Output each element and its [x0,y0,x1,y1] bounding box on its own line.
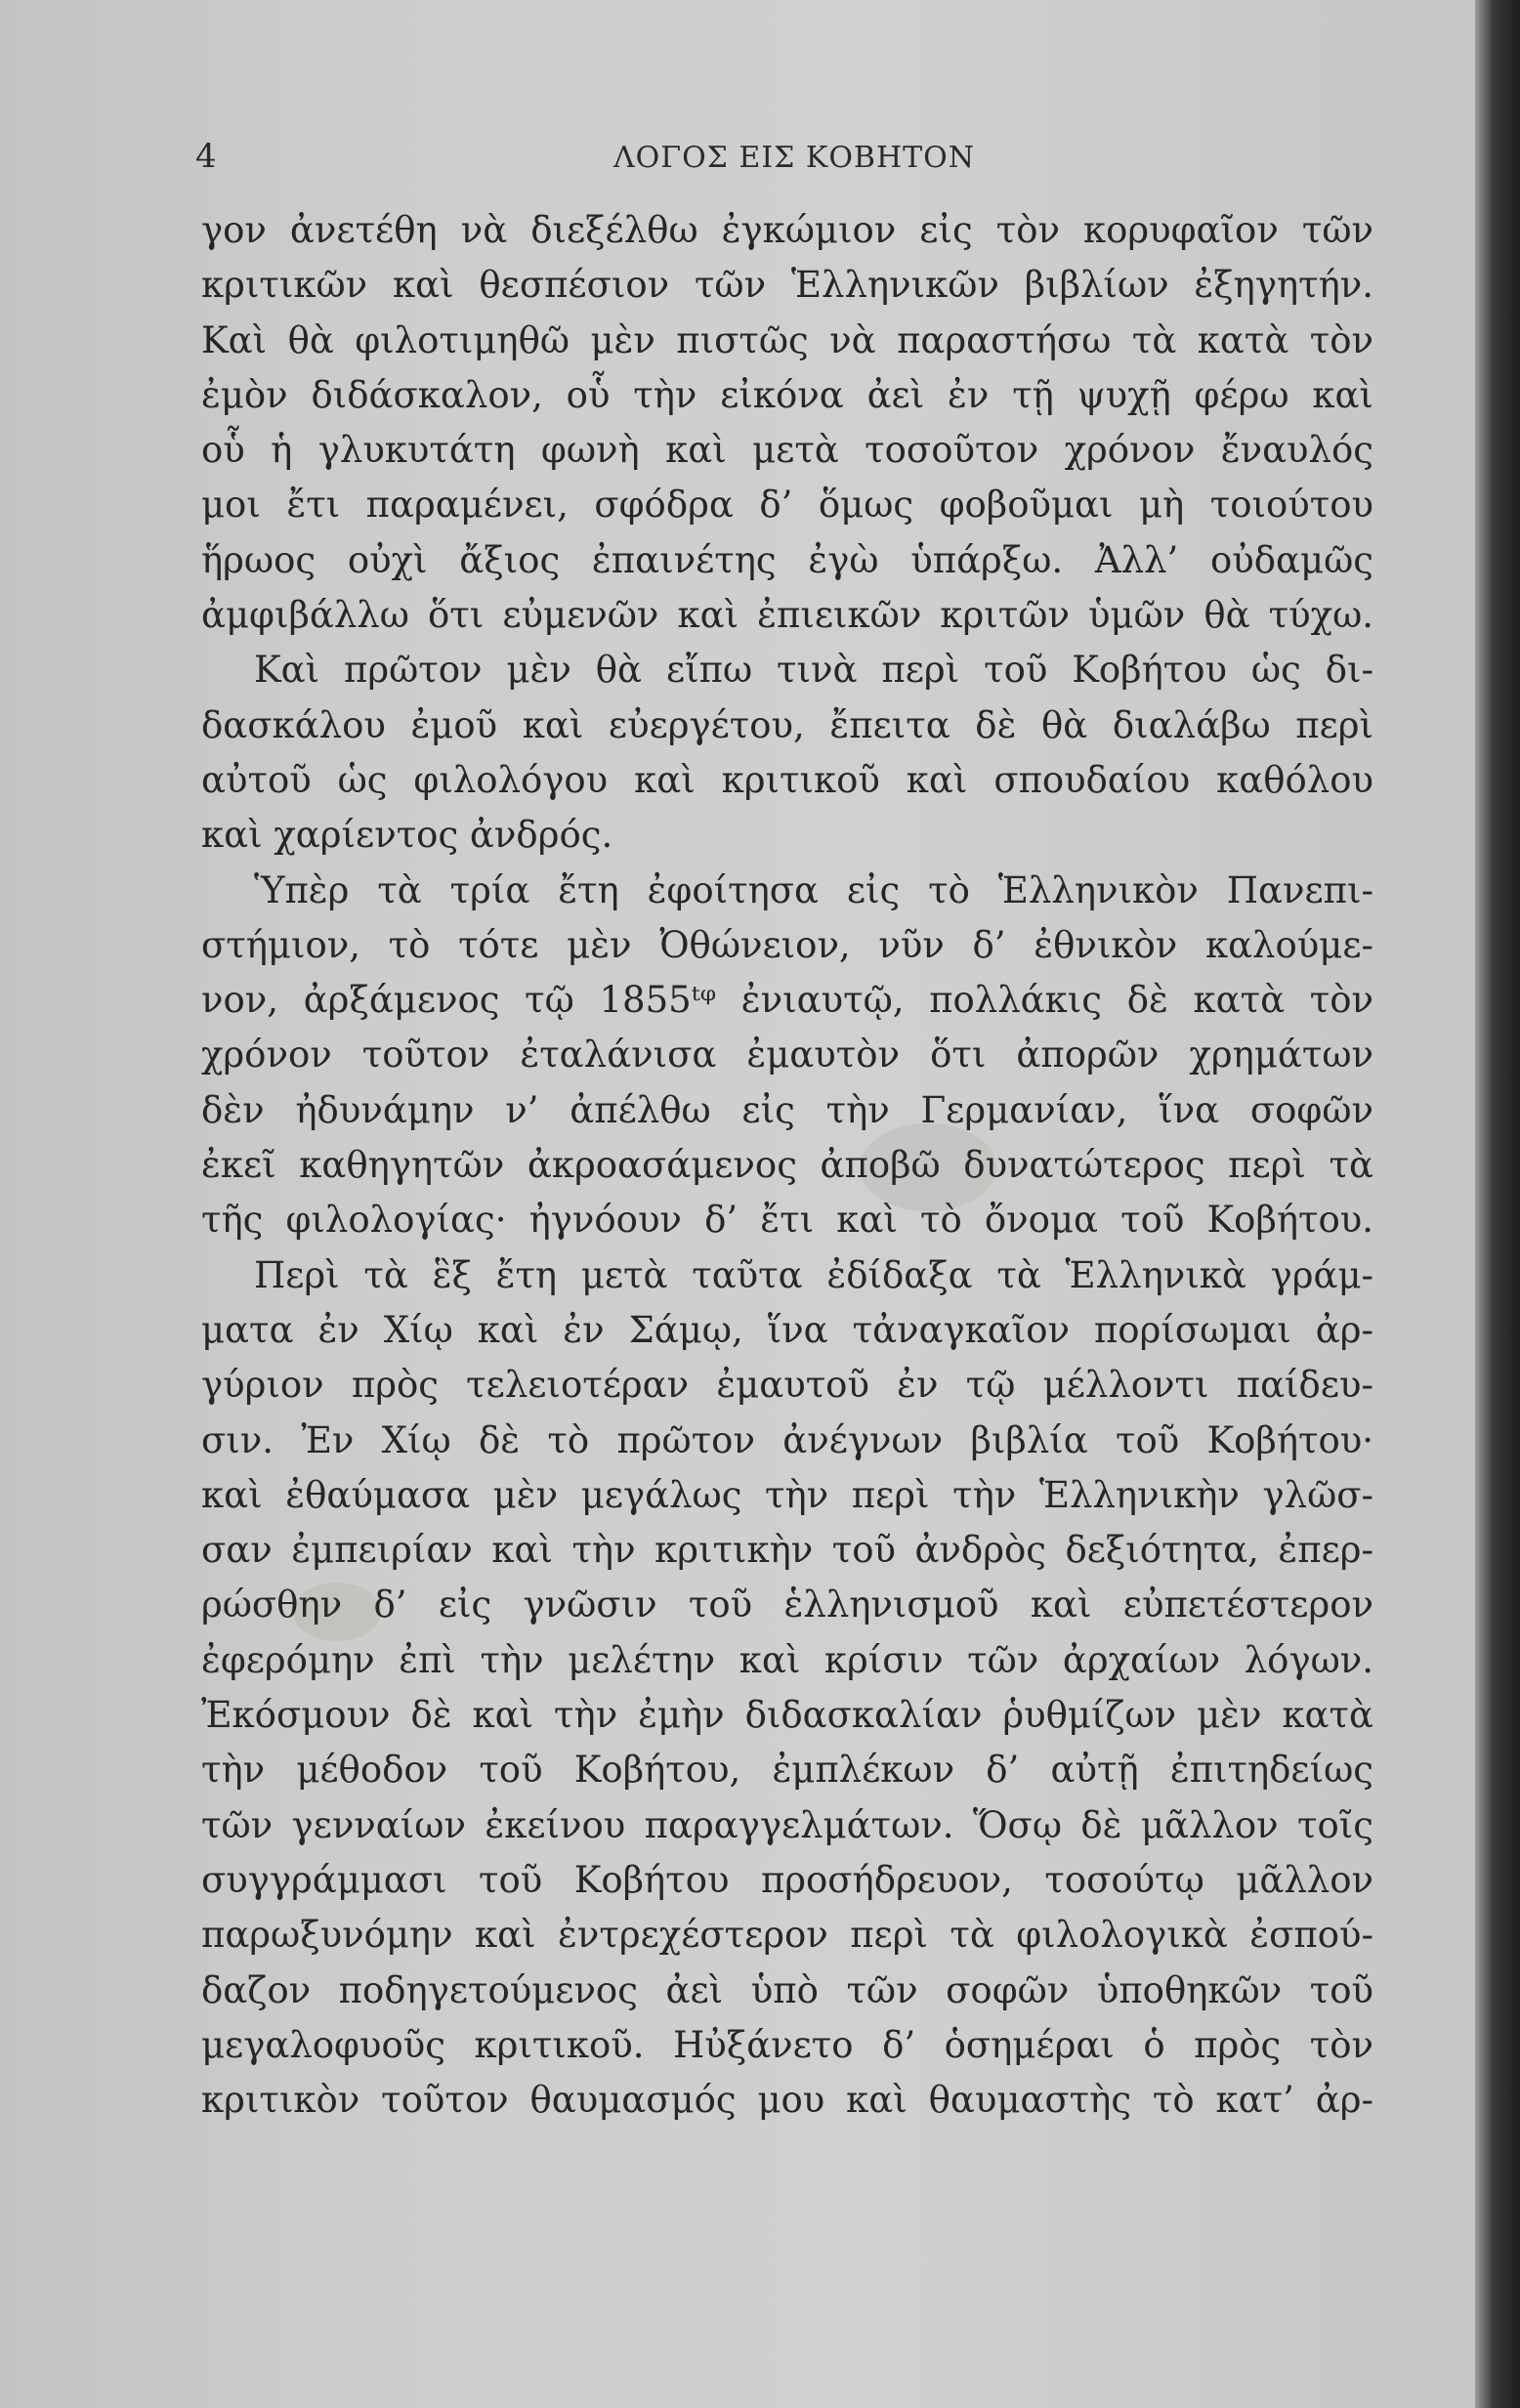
text-line: νον, ἀρξάμενος τῷ 1855ᵗᵠ ἐνιαυτῷ, πολλάκις δὲ κατὰ τὸν [201,979,1373,1022]
text-line: γύριον πρὸς τελειοτέραν ἐμαυτοῦ ἐν τῷ μέλλοντι παίδευ- [201,1364,1373,1407]
text-line: καὶ ἐθαύμασα μὲν μεγάλως τὴν περὶ τὴν Ἑλληνικὴν γλῶσ- [201,1473,1373,1516]
text-line: ματα ἐν Χίῳ καὶ ἐν Σάμῳ, ἵνα τἀναγκαῖον πορίσωμαι ἀρ- [201,1308,1373,1351]
text-line: ρώσθην δ’ εἰς γνῶσιν τοῦ ἑλληνισμοῦ καὶ εὐπετέστερον [201,1584,1373,1626]
text-line: Ὑπὲρ τὰ τρία ἔτη ἐφοίτησα εἰς τὸ Ἑλληνικὸν Πανεπι- [254,868,1373,911]
text-line: κριτικὸν τοῦτον θαυμασμός μου καὶ θαυμαστὴς τὸ κατ’ ἀρ- [201,2079,1373,2122]
text-line: Καὶ θὰ φιλοτιμηθῶ μὲν πιστῶς νὰ παραστήσω τὰ κατὰ τὸν [201,318,1373,361]
text-line: καὶ χαρίεντος ἀνδρός. [201,814,613,857]
text-line: οὗ ἡ γλυκυτάτη φωνὴ καὶ μετὰ τοσοῦτον χρόνον ἔναυλός [201,429,1373,472]
body-text [201,203,1373,2128]
text-line: γον ἀνετέθη νὰ διεξέλθω ἐγκώμιον εἰς τὸν κορυφαῖον τῶν [201,209,1373,251]
text-line: χρόνον τοῦτον ἐταλάνισα ἐμαυτὸν ὅτι ἀπορῶν χρημάτων [201,1034,1373,1077]
text-line: μοι ἔτι παραμένει, σφόδρα δ’ ὅμως φοβοῦμαι μὴ τοιούτου [201,484,1373,527]
text-line: ἀμφιβάλλω ὅτι εὐμενῶν καὶ ἐπιεικῶν κριτῶν ὑμῶν θὰ τύχω. [201,594,1373,637]
running-title: ΛΟΓΟΣ ΕΙΣ ΚΟΒΗΤΟΝ [613,141,975,175]
text-line: παρωξυνόμην καὶ ἐντρεχέστερον περὶ τὰ φιλολογικὰ ἐσπού- [201,1914,1373,1957]
text-line: μεγαλοφυοῦς κριτικοῦ. Ηὐξάνετο δ’ ὁσημέραι ὁ πρὸς τὸν [201,2023,1373,2066]
text-line: δαζον ποδηγετούμενος ἀεὶ ὑπὸ τῶν σοφῶν ὑποθηκῶν τοῦ [201,1968,1373,2011]
text-line: ἐφερόμην ἐπὶ τὴν μελέτην καὶ κρίσιν τῶν ἀρχαίων λόγων. [201,1638,1373,1681]
text-line: κριτικῶν καὶ θεσπέσιον τῶν Ἑλληνικῶν βιβλίων ἐξηγητήν. [201,264,1373,307]
text-line: συγγράμμασι τοῦ Κοβήτου προσήδρευον, τοσούτῳ μᾶλλον [201,1858,1373,1901]
text-line: τὴν μέθοδον τοῦ Κοβήτου, ἐμπλέκων δ’ αὐτῇ ἐπιτηδείως [201,1749,1373,1792]
text-line: ἥρωος οὐχὶ ἄξιος ἐπαινέτης ἐγὼ ὑπάρξω. Ἀλλ’ οὐδαμῶς [201,538,1373,581]
text-line: ἐκεῖ καθηγητῶν ἀκροασάμενος ἀποβῶ δυνατώτερος περὶ τὰ [201,1144,1373,1187]
text-line: ἐμὸν διδάσκαλον, οὗ τὴν εἰκόνα ἀεὶ ἐν τῇ ψυχῇ φέρω καὶ [201,373,1373,416]
text-line: σαν ἐμπειρίαν καὶ τὴν κριτικὴν τοῦ ἀνδρὸς δεξιότητα, ἐπερ- [201,1529,1373,1572]
page-number: 4 [195,137,217,176]
text-line: στήμιον, τὸ τότε μὲν Ὀθώνειον, νῦν δ’ ἐθνικὸν καλούμε- [201,923,1373,966]
text-line: Περὶ τὰ ἓξ ἔτη μετὰ ταῦτα ἐδίδαξα τὰ Ἑλληνικὰ γράμ- [254,1253,1373,1296]
text-line: δασκάλου ἐμοῦ καὶ εὐεργέτου, ἔπειτα δὲ θὰ διαλάβω περὶ [201,703,1373,746]
text-line: τῆς φιλολογίας· ἠγνόουν δ’ ἔτι καὶ τὸ ὄνομα τοῦ Κοβήτου. [201,1199,1373,1242]
text-line: Καὶ πρῶτον μὲν θὰ εἴπω τινὰ περὶ τοῦ Κοβήτου ὡς δι- [254,649,1373,692]
running-head [195,137,1368,186]
text-line: τῶν γενναίων ἐκείνου παραγγελμάτων. Ὅσῳ δὲ μᾶλλον τοῖς [201,1803,1373,1846]
book-spine-shadow [1475,0,1520,2408]
text-line: σιν. Ἐν Χίῳ δὲ τὸ πρῶτον ἀνέγνων βιβλία τοῦ Κοβήτου· [201,1418,1373,1461]
text-line: αὐτοῦ ὡς φιλολόγου καὶ κριτικοῦ καὶ σπουδαίου καθόλου [201,758,1373,801]
text-line: Ἐκόσμουν δὲ καὶ τὴν ἐμὴν διδασκαλίαν ῥυθμίζων μὲν κατὰ [201,1694,1373,1737]
text-line: δὲν ἠδυνάμην ν’ ἀπέλθω εἰς τὴν Γερμανίαν, ἵνα σοφῶν [201,1088,1373,1131]
